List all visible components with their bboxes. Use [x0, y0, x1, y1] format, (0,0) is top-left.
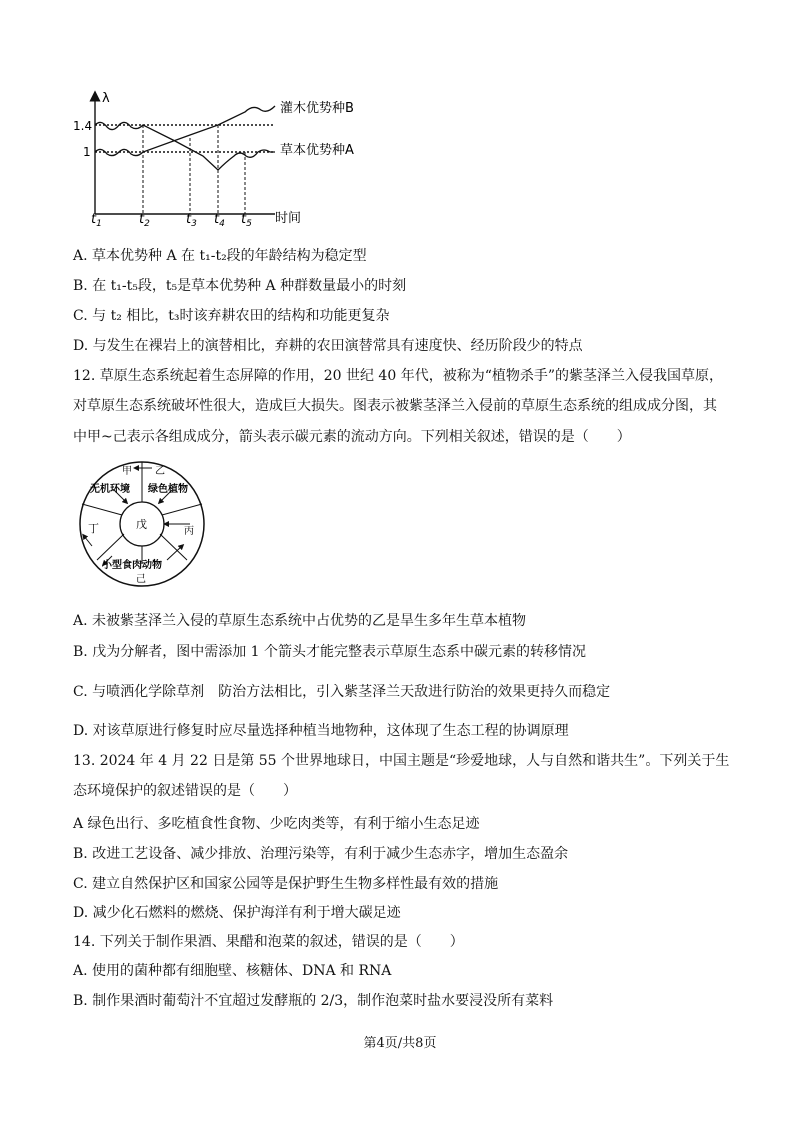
divider-right-upper	[162, 504, 202, 515]
divider-left-lower	[97, 534, 124, 560]
x-tick-t2: $t_2$	[139, 212, 150, 228]
curve-b-label: 灌木优势种B	[280, 101, 354, 116]
page-footer: 第4页/共8页	[363, 1036, 437, 1051]
q11-option-d: D. 与发生在裸岩上的演替相比，弃耕的农田演替常具有速度快、经历阶段少的特点	[73, 338, 583, 354]
label-green-plant: 绿色植物	[148, 484, 188, 495]
q12-stem-line-3: 中甲~己表示各组成成分，箭头表示碳元素的流动方向。下列相关叙述，错误的是（ ）	[73, 429, 631, 445]
x-axis-label: 时间	[275, 211, 302, 226]
x-tick-t4: $t_4$	[214, 212, 225, 228]
q12-option-d: D. 对该草原进行修复时应尽量选择种植当地物种，这体现了生态工程的协调原理	[73, 723, 569, 739]
x-tick-t1: $t_1$	[91, 212, 102, 228]
q13-option-a: A 绿色出行、多吃植食性食物、少吃肉类等，有利于缩小生态足迹	[73, 816, 480, 832]
curve-a-herb	[95, 122, 275, 170]
q12-option-c: C. 与喷洒化学除草剂 防治方法相比，引入紫茎泽兰天敌进行防治的效果更持久而稳定	[73, 684, 611, 700]
divider-right-lower	[160, 534, 187, 560]
q11-option-a: A. 草本优势种 A 在 t₁-t₂段的年龄结构为稳定型	[73, 248, 367, 264]
y-axis-label: λ	[102, 91, 110, 106]
curve-a-label: 草本优势种A	[280, 143, 354, 158]
curve-b-shrub	[95, 106, 275, 156]
divider-left-upper	[82, 504, 122, 515]
x-tick-t3: $t_3$	[186, 212, 197, 228]
q12-option-a: A. 未被紫茎泽兰入侵的草原生态系统中占优势的乙是旱生多年生草本植物	[73, 613, 527, 629]
label-bing: 丙	[184, 526, 194, 537]
q13-option-c: C. 建立自然保护区和国家公园等是保护野生生物多样性最有效的措施	[73, 876, 499, 892]
q11-option-c: C. 与 t₂ 相比，t₃时该弃耕农田的结构和功能更复杂	[73, 308, 390, 324]
q12-option-b: B. 戊为分解者，图中需添加 1 个箭头才能完整表示草原生态系中碳元素的转移情况	[73, 644, 586, 660]
ecosystem-diagram	[72, 460, 212, 588]
q12-stem-line-2: 对草原生态系统破坏性很大，造成巨大损失。图表示被紫茎泽兰入侵前的草原生态系统的组成成分图，其	[73, 398, 717, 414]
label-small-carnivore: 小型食肉动物	[102, 560, 162, 571]
q13-stem-line-2: 态环境保护的叙述错误的是（ ）	[73, 783, 297, 799]
x-tick-t5: $t_5$	[241, 212, 252, 228]
q14-option-b: B. 制作果酒时葡萄汁不宜超过发酵瓶的 2/3，制作泡菜时盐水要浸没所有菜料	[73, 993, 554, 1009]
arrow-ding	[84, 536, 92, 546]
label-ji: 己	[136, 574, 146, 585]
q12-stem-line-1: 12. 草原生态系统起着生态屏障的作用，20 世纪 40 年代，被称为“植物杀手”的紫茎泽兰入侵我国草原，	[73, 368, 724, 384]
q14-stem: 14. 下列关于制作果酒、果醋和泡菜的叙述，错误的是（ ）	[73, 934, 464, 950]
label-ding: 丁	[88, 522, 99, 535]
q13-option-b: B. 改进工艺设备、减少排放、治理污染等，有利于减少生态赤字，增加生态盈余	[73, 846, 569, 862]
q13-option-d: D. 减少化石燃料的燃烧、保护海洋有利于增大碳足迹	[73, 905, 401, 921]
y-tick-1.4: 1.4	[73, 119, 93, 133]
label-jia: 甲	[122, 466, 132, 477]
q14-option-a: A. 使用的菌种都有细胞壁、核糖体、DNA 和 RNA	[73, 963, 392, 979]
label-inorganic: 无机环境	[90, 484, 130, 495]
q13-stem-line-1: 13. 2024 年 4 月 22 日是第 55 个世界地球日，中国主题是“珍爱地球，人与自然和谐共生”。下列关于生	[73, 753, 730, 769]
y-tick-1: 1	[83, 145, 91, 159]
label-wu: 戊	[136, 518, 147, 531]
label-yi: 乙	[155, 466, 165, 477]
lambda-time-figure	[70, 88, 390, 228]
q11-option-b: B. 在 t₁-t₅段，t₅是草本优势种 A 种群数量最小的时刻	[73, 278, 407, 294]
